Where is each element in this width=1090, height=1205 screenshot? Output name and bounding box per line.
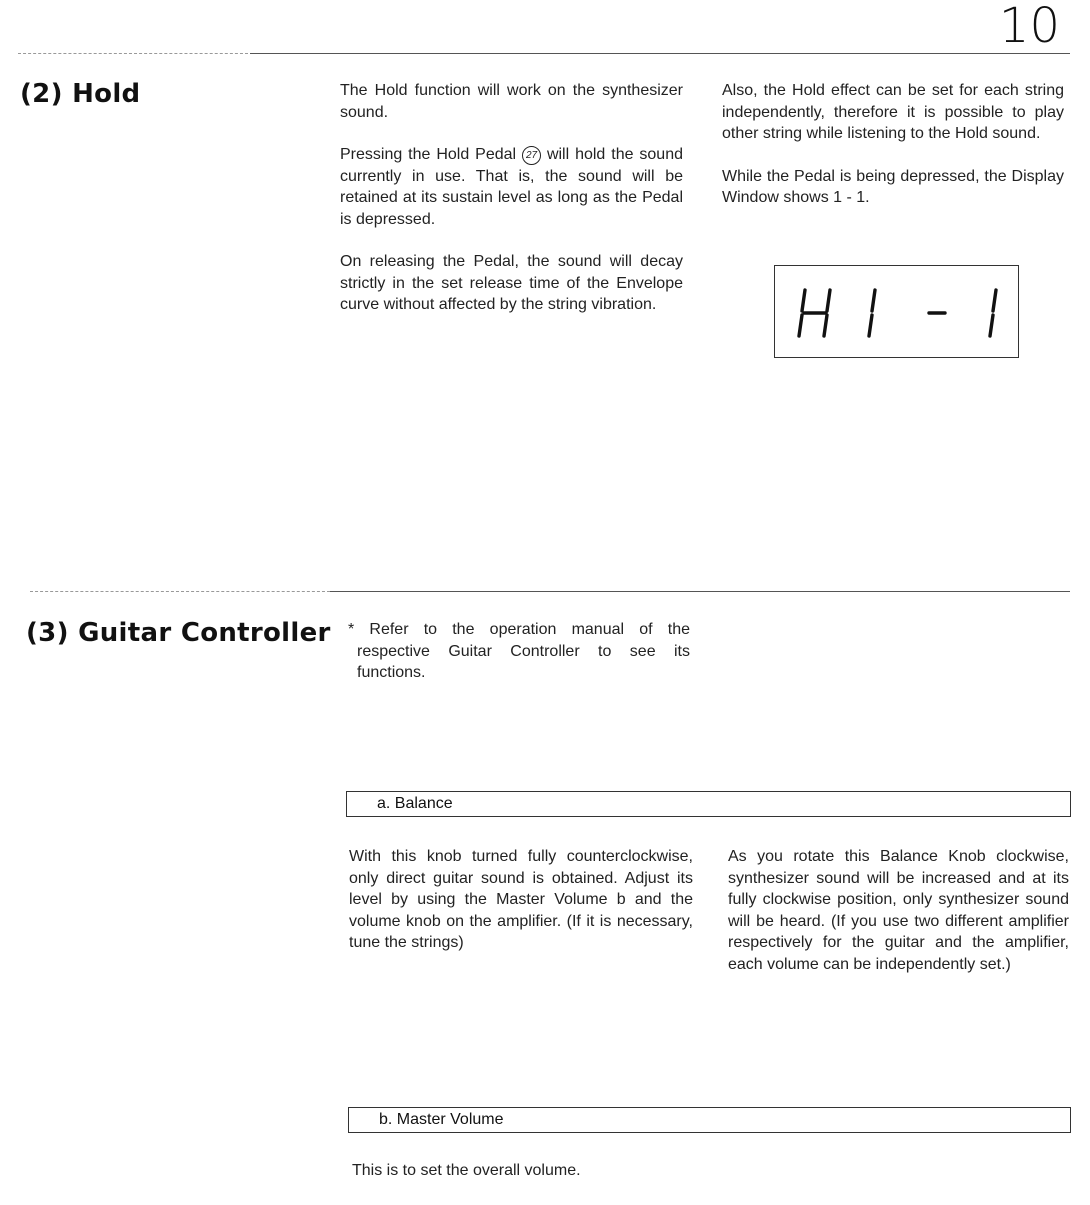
guitar-controller-section-title: (3) Guitar Controller	[26, 618, 331, 648]
guitar-controller-note: * Refer to the operation manual of the respective Guitar Controller to see its functions.	[348, 621, 690, 681]
master-volume-subsection-box	[348, 1107, 1071, 1133]
hold-paragraph: Also, the Hold effect can be set for each string independently, therefore it is possible to play other string while listening to the Hold sound.	[722, 82, 1064, 142]
header-rule	[250, 53, 1070, 54]
balance-subsection-box	[346, 791, 1071, 817]
balance-subsection-label: a. Balance	[377, 795, 453, 812]
section-rule	[330, 591, 1070, 592]
hold-section-title: (2) Hold	[20, 79, 141, 109]
balance-right-text: As you rotate this Balance Knob clockwise, synthesizer sound will be increased and at its fully clockwise position, only synthesizer sound will be heard. (If you use two different amplifier respectively for the guitar and the amplifier, each volume can be independently set.)	[728, 848, 1069, 973]
hold-paragraph: While the Pedal is being depressed, the Display Window shows 1 - 1.	[722, 167, 1064, 206]
display-window	[774, 265, 1019, 358]
page-number: 10	[998, 0, 1060, 54]
hold-pedal-paragraph	[340, 144, 683, 230]
hold-left-column	[340, 80, 683, 337]
hold-right-column	[722, 80, 1064, 230]
section-rule-faint	[30, 591, 330, 592]
pedal-reference-number: 27	[522, 146, 541, 165]
balance-left-text: With this knob turned fully counterclockwise, only direct guitar sound is obtained. Adjust its level by using the Master Volume b and the volume knob on the amplifier. (If it is necessary, tune the strings)	[349, 848, 693, 951]
hold-paragraph: On releasing the Pedal, the sound will decay strictly in the set release time of the Envelope curve without affected by the string vibration.	[340, 253, 683, 313]
hold-pedal-prefix: Pressing the Hold Pedal	[340, 146, 517, 163]
hold-pedal-text: will hold the sound currently in use. That is, the sound will be retained at its sustain level as long as the Pedal is depressed.	[340, 146, 684, 228]
display-readout-graphic	[775, 266, 1018, 357]
hold-paragraph: The Hold function will work on the synthesizer sound.	[340, 82, 683, 121]
header-rule-faint	[18, 53, 248, 54]
master-volume-text: This is to set the overall volume.	[352, 1162, 581, 1179]
master-volume-subsection-label: b. Master Volume	[379, 1111, 504, 1128]
